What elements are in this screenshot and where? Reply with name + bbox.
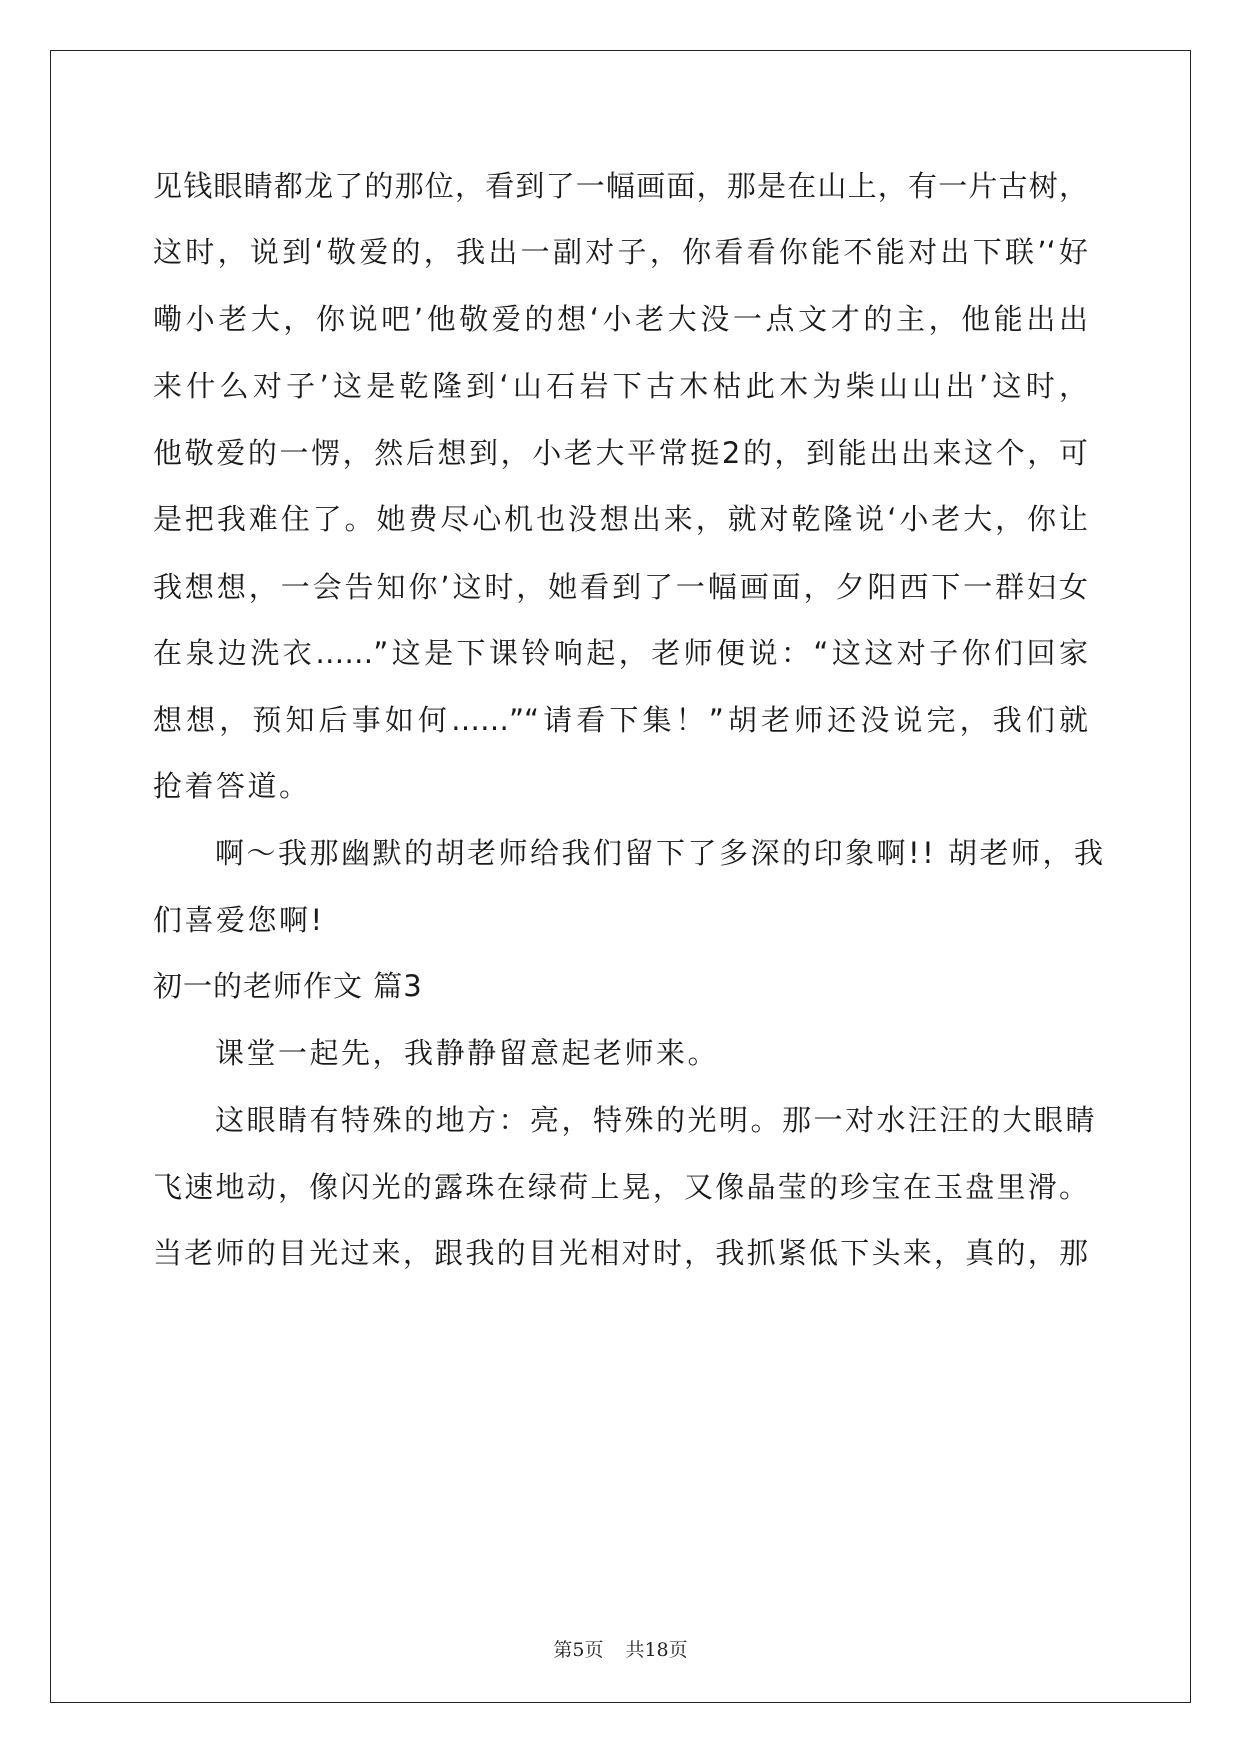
paragraph-start-line: 啊～我那幽默的胡老师给我们留下了多深的印象啊!! 胡老师，我 [215,836,1106,870]
text-line: 他敬爱的一愣，然后想到，小老大平常挺2的，到能出出来这个，可 [153,436,1088,470]
text-line: 想想，预知后事如何……”“请看下集！”胡老师还没说完，我们就 [153,703,1088,737]
text-line: 这时，说到‘敬爱的，我出一副对子，你看看你能不能对出下联’‘好 [153,235,1088,269]
text-line: 嘞小老大，你说吧’他敬爱的想‘小老大没一点文才的主，他能出出 [153,302,1088,336]
text-line: 见钱眼睛都龙了的那位，看到了一幅画面，那是在山上，有一片古树， [153,169,1088,203]
text-line: 在泉边洗衣……”这是下课铃响起，老师便说：“这这对子你们回家 [153,636,1088,670]
text-line: 飞速地动，像闪光的露珠在绿荷上晃，又像晶莹的珍宝在玉盘里滑。 [153,1170,1088,1204]
page-total: 共18页 [625,1639,688,1661]
text-line: 们喜爱您啊! [153,903,325,937]
text-line: 抢着答道。 [153,769,311,803]
section-heading: 初一的老师作文 篇3 [153,969,423,1003]
text-line: 是把我难住了。她费尽心机也没想出来，就对乾隆说‘小老大，你让 [153,502,1088,536]
text-line: 来什么对子’这是乾隆到‘山石岩下古木枯此木为柴山山出’这时， [153,369,1088,403]
page-number: 第5页 [553,1639,604,1661]
page-footer [0,1638,1241,1662]
text-line: 我想想，一会告知你’这时，她看到了一幅画面，夕阳西下一群妇女 [153,570,1088,604]
paragraph-start-line: 课堂一起先，我静静留意起老师来。 [215,1036,720,1070]
text-line: 当老师的目光过来，跟我的目光相对时，我抓紧低下头来，真的，那 [153,1236,1088,1270]
paragraph-start-line: 这眼睛有特殊的地方：亮，特殊的光明。那一对水汪汪的大眼睛 [215,1103,1098,1137]
page-border [50,50,1191,1703]
